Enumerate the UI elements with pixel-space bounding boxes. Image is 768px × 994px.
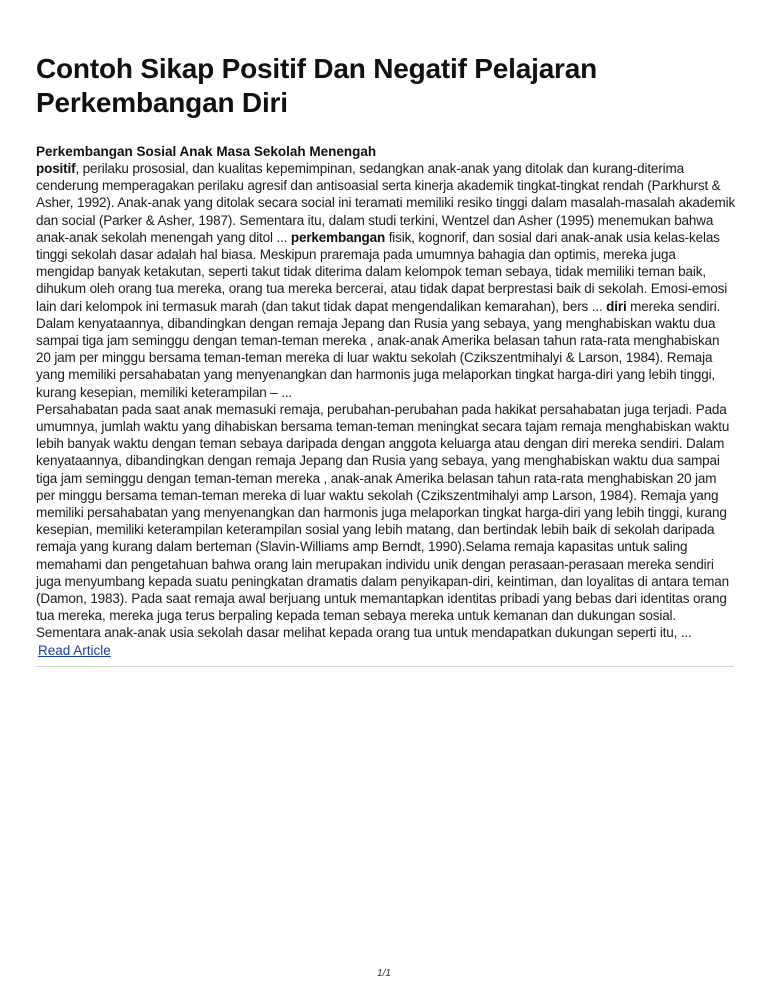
highlight-diri: diri [606,298,627,314]
highlight-perkembangan: perkembangan [290,229,386,245]
paragraph-2: Persahabatan pada saat anak memasuki remaja, perubahan-perubahan pada hakikat persahabatan juga terjadi. Pada umumnya, jumlah waktu yang dihabiskan bersama teman-teman meningkat secara tajam remaja menghabiskan waktu lebih banyak waktu dengan teman sebaya daripada dengan anggota keluarga atau dengan diri mereka sendiri. Dalam kenyataannya, dibandingkan dengan remaja Jepang dan Rusia yang sebaya, yang menghabiskan waktu dua sampai tiga jam seminggu dengan teman-teman mereka , anak-anak Amerika belasan tahun rata-rata menghabiskan 20 jam per minggu bersama teman-teman mereka di luar waktu sekolah (Czikszentmihalyi amp Larson, 1984). Remaja yang memiliki persahabatan yang menyenangkan dan harmonis juga melaporkan tingkat harga-diri yang lebih tinggi, kurang kesepian, memiliki keterampilan keterampilan sosial yang lebih matang, dan bertindak lebih baik di sekolah daripada remaja yang kurang dalam berteman (Slavin-Williams amp Berndt, 1990).Selama remaja kapasitas untuk saling memahami dan pengetahuan bahwa orang lain merupakan individu unik dengan perasaan-perasaan mereka sendiri juga menyumbang kepada suatu peningkatan dramatis dalam penyikapan-diri, keintiman, dan loyalitas di antara teman (Damon, 1983). Pada saat remaja awal berjuang untuk memantapkan identitas pribadi yang bebas dari identitas orang tua mereka, mereka juga terus berpaling kepada teman sebaya mereka untuk kemanan dan dukungan sosial. Sementara anak-anak usia sekolah dasar melihat kepada orang tua untuk mendapatkan dukungan seperti itu, ... [36,401,730,641]
document-body [36,52,736,667]
paragraph-1 [36,160,736,401]
page-indicator: 1/1 [377,968,391,979]
paragraph-1-text-c: mereka sendiri. Dalam kenyataannya, dibandingkan dengan remaja Jepang dan Rusia yang sebaya, yang menghabiskan waktu dua sampai tiga jam seminggu dengan teman-teman mereka , anak-anak Amerika belasan tahun rata-rata menghabiskan 20 jam per minggu bersama teman-teman mereka di luar waktu sekolah (Czikszentmihalyi & Larson, 1984). Remaja yang memiliki persahabatan yang menyenangkan dan harmonis juga melaporkan tingkat harga-diri yang lebih tinggi, kurang kesepian, memiliki keterampilan – ... [36,298,721,400]
paragraph-1-text-a: , perilaku prososial, dan kualitas kepemimpinan, sedangkan anak-anak yang ditolak dan kurang-diterima cenderung memperagakan perilaku agresif dan antisoasial serta kinerja akademik tingkat-tingkat rendah (Parkhurst & Asher, 1992). Anak-anak yang ditolak secara social ini teramati memiliki resiko tinggi dalam masalah-masalah akademik dan social (Parker & Asher, 1987). Sementara itu, dalam studi terkini, Wentzel dan Asher (1995) menemukan bahwa anak-anak sekolah menengah yang ditol ... [36,161,736,245]
divider [36,666,734,667]
paragraph-1-text-b: fisik, kognorif, dan sosial dari anak-anak usia kelas-kelas tinggi sekolah dasar adalah hal biasa. Meskipun praremaja pada umumnya bahagia dan optimis, mereka juga mengidap banyak ketakutan, seperti takut tidak diterima dalam kelompok teman sebaya, tidak memiliki teman baik, dihukum oleh orang tua mereka, orang tua mereka bercerai, atau tidak dapat berprestasi baik di sekolah. Emosi-emosi lain dari kelompok ini termasuk marah (dan takut tidak dapat mengendalikan kemarahan), bers ... [36,229,728,314]
section-heading: Perkembangan Sosial Anak Masa Sekolah Menengah [36,144,377,159]
page-title: Contoh Sikap Positif Dan Negatif Pelajaran Perkembangan Diri [36,53,598,118]
read-article-link[interactable]: Read Article [38,642,111,658]
highlight-positif: positif [36,161,76,176]
